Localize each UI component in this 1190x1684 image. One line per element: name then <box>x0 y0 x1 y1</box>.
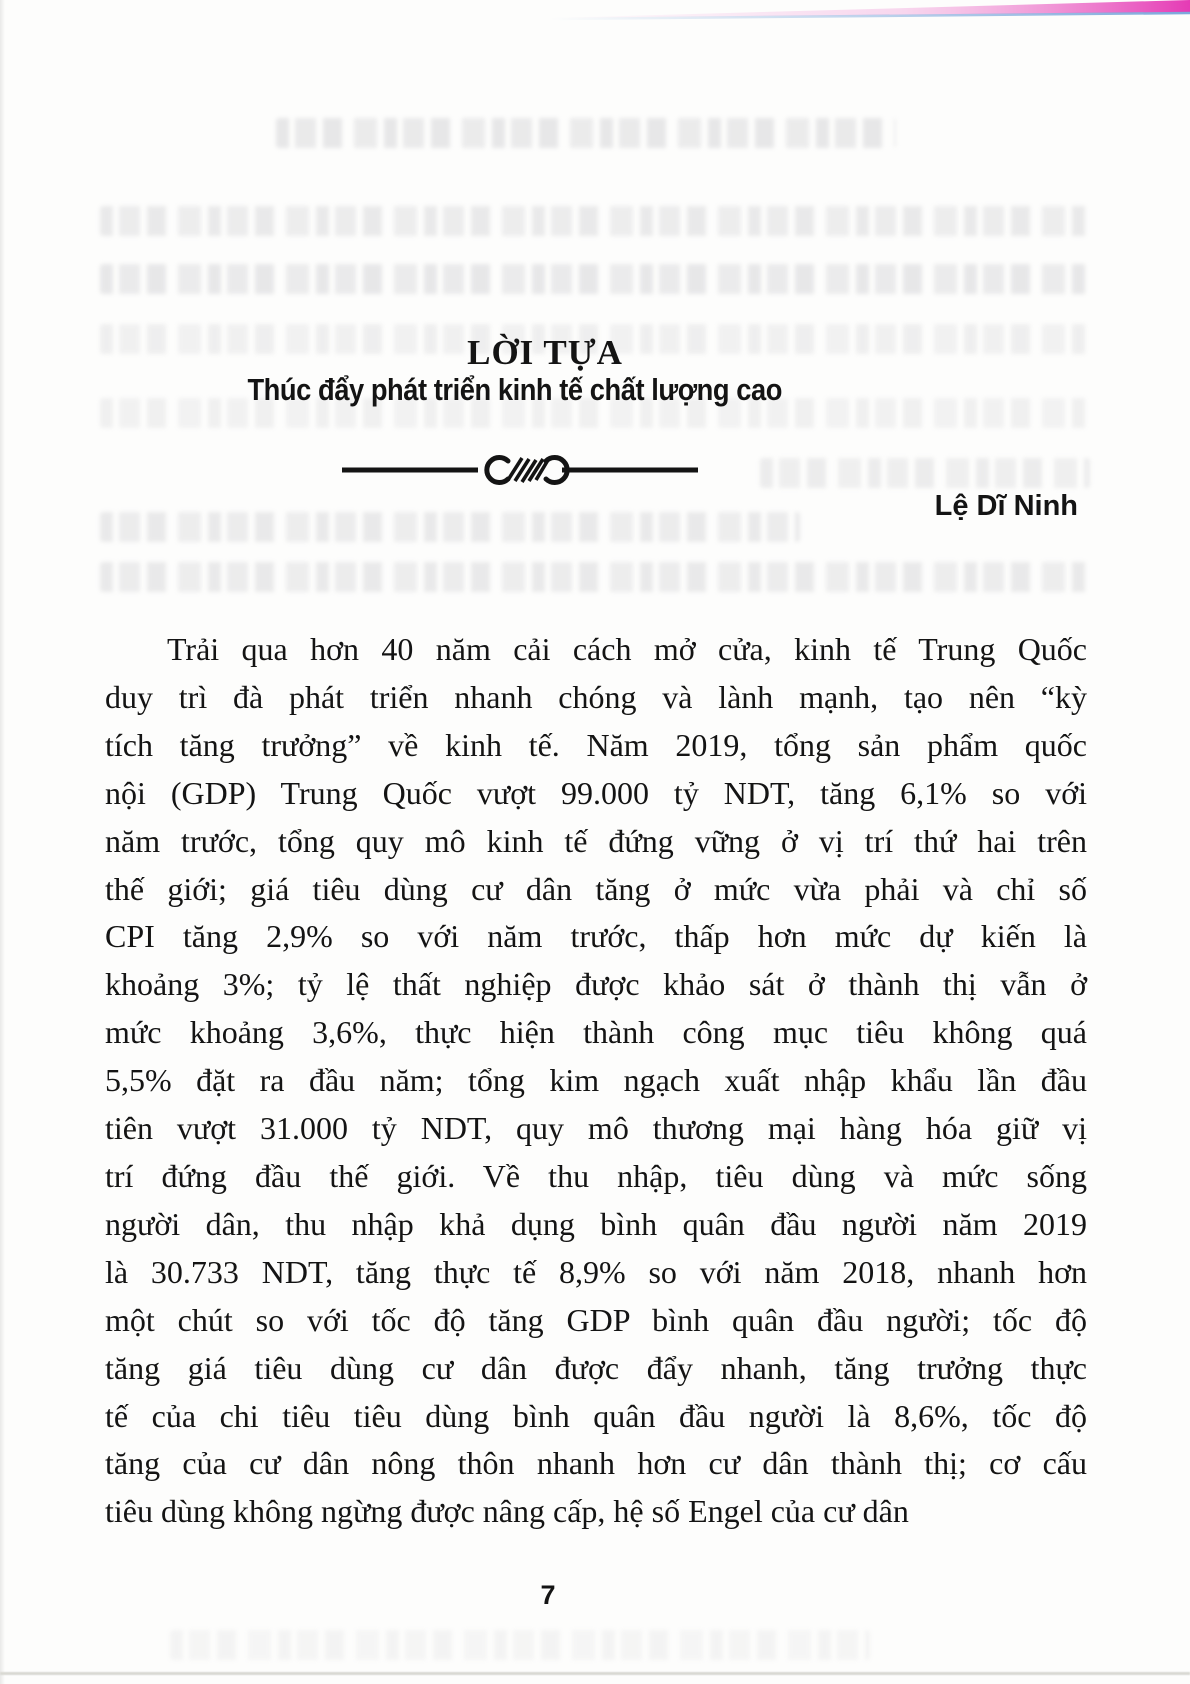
ghost-text-line <box>170 1630 870 1660</box>
ghost-text-line <box>100 264 1088 294</box>
paragraph-line: là 30.733 NDT, tăng thực tế 8,9% so với năm 2018, nhanh hơn <box>105 1253 1087 1290</box>
ghost-text-line <box>100 512 800 542</box>
ghost-text-line <box>100 562 1088 592</box>
paragraph-line: tăng giá tiêu dùng cư dân được đẩy nhanh, tăng trưởng thực <box>105 1349 1087 1386</box>
paragraph-line: CPI tăng 2,9% so với năm trước, thấp hơn mức dự kiến là <box>105 918 1087 955</box>
paragraph-line: khoảng 3%; tỷ lệ thất nghiệp được khảo sát ở thành thị vẫn ở <box>105 966 1087 1003</box>
ghost-text-line <box>276 118 896 148</box>
paragraph-line: thế giới; giá tiêu dùng cư dân tăng ở mức vừa phải và chỉ số <box>105 870 1087 907</box>
page-left-edge <box>0 0 5 1684</box>
paragraph-line: duy trì đà phát triển nhanh chóng và lành mạnh, tạo nên “kỳ <box>105 678 1087 715</box>
paragraph-line: nội (GDP) Trung Quốc vượt 99.000 tỷ NDT, tăng 6,1% so với <box>105 774 1087 811</box>
paragraph-line: tích tăng trưởng” về kinh tế. Năm 2019, tổng sản phẩm quốc <box>105 726 1087 763</box>
paragraph-line: một chút so với tốc độ tăng GDP bình quân đầu người; tốc độ <box>105 1301 1087 1338</box>
paragraph-line: tăng của cư dân nông thôn nhanh hơn cư dân thành thị; cơ cấu <box>105 1445 1087 1482</box>
corner-swoosh-decoration <box>550 0 1190 26</box>
paragraph-line: trí đứng đầu thế giới. Về thu nhập, tiêu dùng và mức sống <box>105 1157 1087 1194</box>
ghost-text-line <box>100 206 1088 236</box>
paragraph-line: 5,5% đặt ra đầu năm; tổng kim ngạch xuất nhập khẩu lần đầu <box>105 1062 1087 1099</box>
paragraph-line: tiên vượt 31.000 tỷ NDT, quy mô thương mại hàng hóa giữ vị <box>105 1110 1087 1147</box>
paragraph-line: năm trước, tổng quy mô kinh tế đứng vững ở vị trí thứ hai trên <box>105 822 1087 859</box>
page-bottom-edge <box>0 1672 1190 1675</box>
paragraph-line: tế của chi tiêu tiêu dùng bình quân đầu người là 8,6%, tốc độ <box>105 1397 1087 1434</box>
author-name: Lệ Dĩ Ninh <box>934 490 1078 522</box>
paragraph-line: tiêu dùng không ngừng được nâng cấp, hệ số Engel của cư dân <box>105 1493 909 1530</box>
chapter-title: LỜI TỰA <box>467 333 623 372</box>
preface-paragraph <box>105 626 1087 1536</box>
scroll-ornament-divider <box>340 448 700 492</box>
paragraph-line: người dân, thu nhập khả dụng bình quân đầu người năm 2019 <box>105 1205 1087 1242</box>
chapter-subtitle: Thúc đẩy phát triển kinh tế chất lượng cao <box>247 372 783 407</box>
paragraph-line: Trải qua hơn 40 năm cải cách mở cửa, kinh tế Trung Quốc <box>167 631 1087 667</box>
page-number: 7 <box>540 1580 556 1610</box>
paragraph-line: mức khoảng 3,6%, thực hiện thành công mục tiêu không quá <box>105 1014 1087 1051</box>
